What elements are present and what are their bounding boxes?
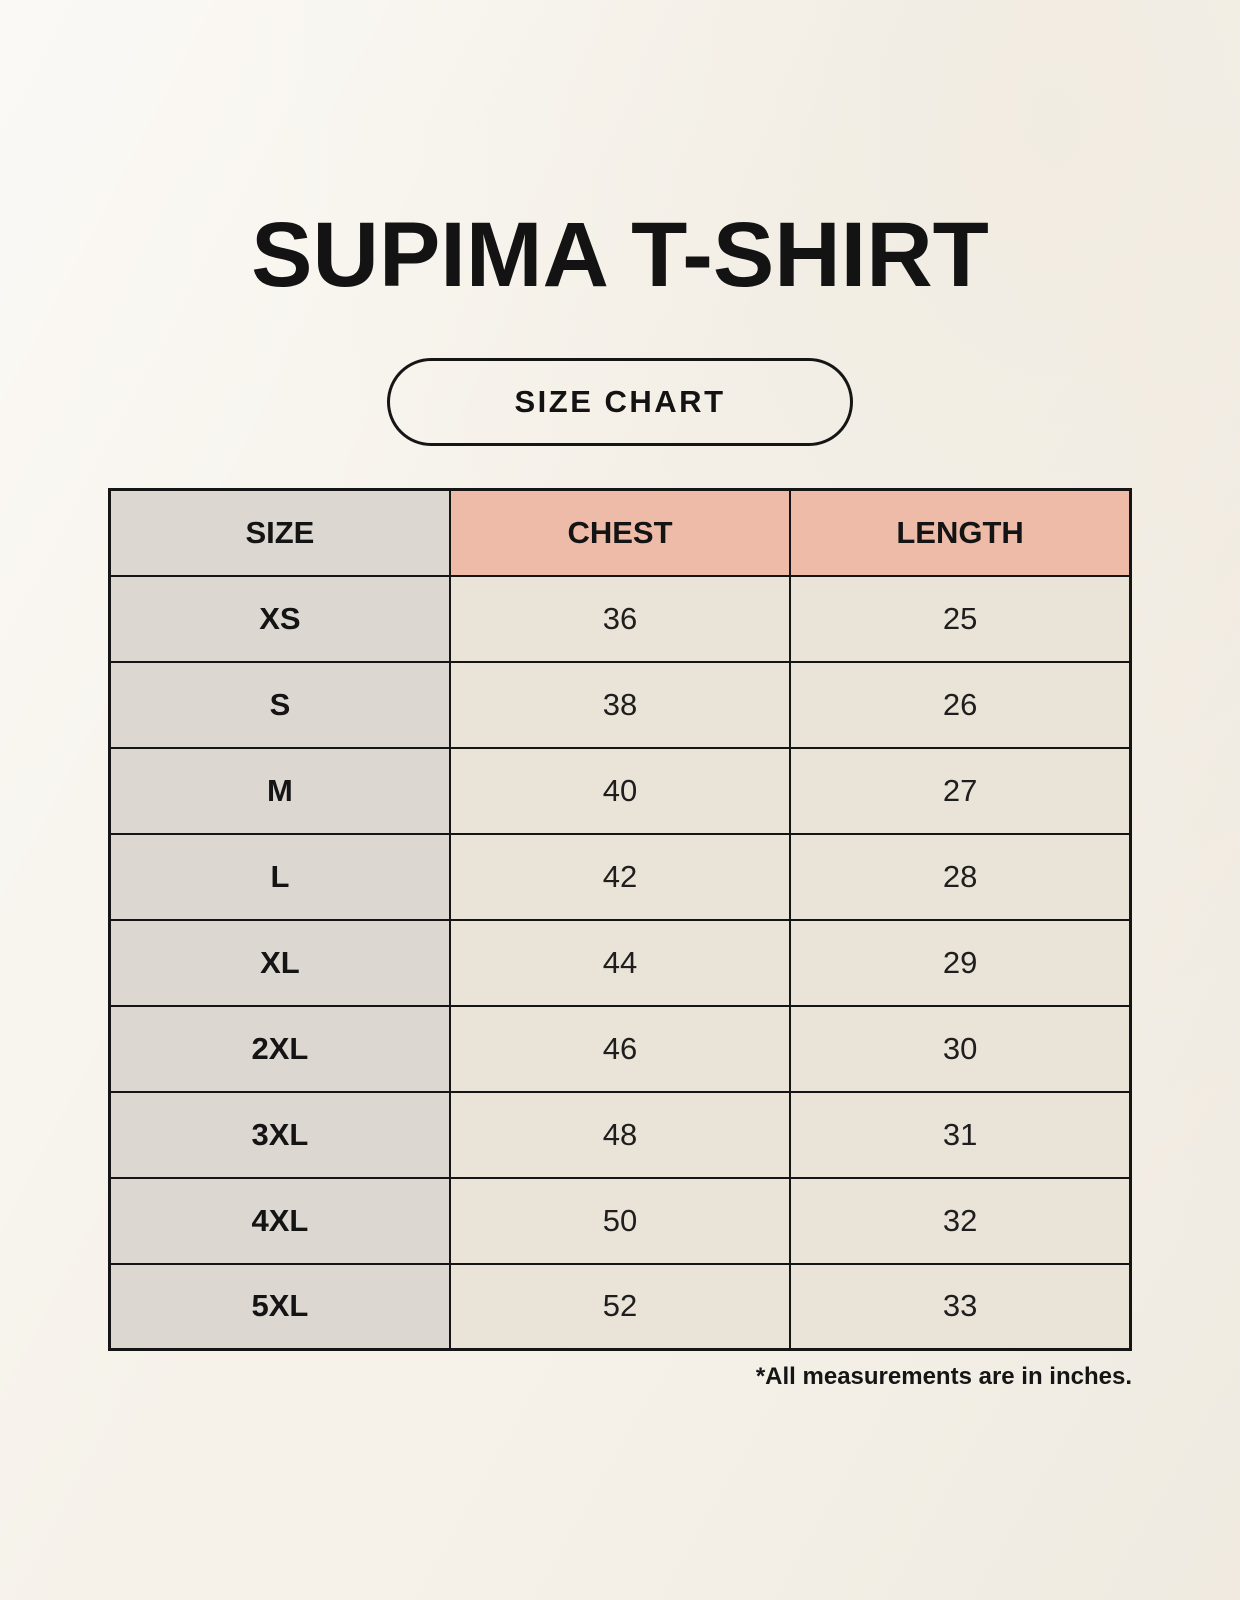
length-cell: 27 <box>790 748 1130 834</box>
header-cell-size: SIZE <box>110 490 450 576</box>
chest-cell: 50 <box>450 1178 790 1264</box>
size-table <box>108 488 1132 1351</box>
size-chart-badge-wrap <box>0 358 1240 446</box>
table-row <box>110 1178 1131 1264</box>
length-cell: 31 <box>790 1092 1130 1178</box>
chest-cell: 52 <box>450 1264 790 1350</box>
chest-cell: 42 <box>450 834 790 920</box>
chest-cell: 44 <box>450 920 790 1006</box>
length-cell: 33 <box>790 1264 1130 1350</box>
size-cell: 5XL <box>110 1264 450 1350</box>
size-cell: S <box>110 662 450 748</box>
table-row <box>110 662 1131 748</box>
length-cell: 26 <box>790 662 1130 748</box>
length-cell: 30 <box>790 1006 1130 1092</box>
length-cell: 32 <box>790 1178 1130 1264</box>
size-chart-badge: SIZE CHART <box>387 358 853 446</box>
table-row <box>110 576 1131 662</box>
chest-cell: 48 <box>450 1092 790 1178</box>
size-cell: 4XL <box>110 1178 450 1264</box>
page-title: SUPIMA T-SHIRT <box>251 204 989 306</box>
table-row <box>110 920 1131 1006</box>
length-cell: 25 <box>790 576 1130 662</box>
header-cell-length: LENGTH <box>790 490 1130 576</box>
length-cell: 29 <box>790 920 1130 1006</box>
table-header-row <box>110 490 1131 576</box>
table-row <box>110 1006 1131 1092</box>
chest-cell: 46 <box>450 1006 790 1092</box>
chest-cell: 40 <box>450 748 790 834</box>
size-cell: XS <box>110 576 450 662</box>
header-cell-chest: CHEST <box>450 490 790 576</box>
length-cell: 28 <box>790 834 1130 920</box>
table-row <box>110 748 1131 834</box>
table-row <box>110 1264 1131 1350</box>
size-cell: 2XL <box>110 1006 450 1092</box>
size-cell: M <box>110 748 450 834</box>
size-cell: L <box>110 834 450 920</box>
table-row <box>110 834 1131 920</box>
measurements-footnote: *All measurements are in inches. <box>755 1363 1132 1391</box>
chest-cell: 38 <box>450 662 790 748</box>
chest-cell: 36 <box>450 576 790 662</box>
size-cell: 3XL <box>110 1092 450 1178</box>
table-row <box>110 1092 1131 1178</box>
size-cell: XL <box>110 920 450 1006</box>
